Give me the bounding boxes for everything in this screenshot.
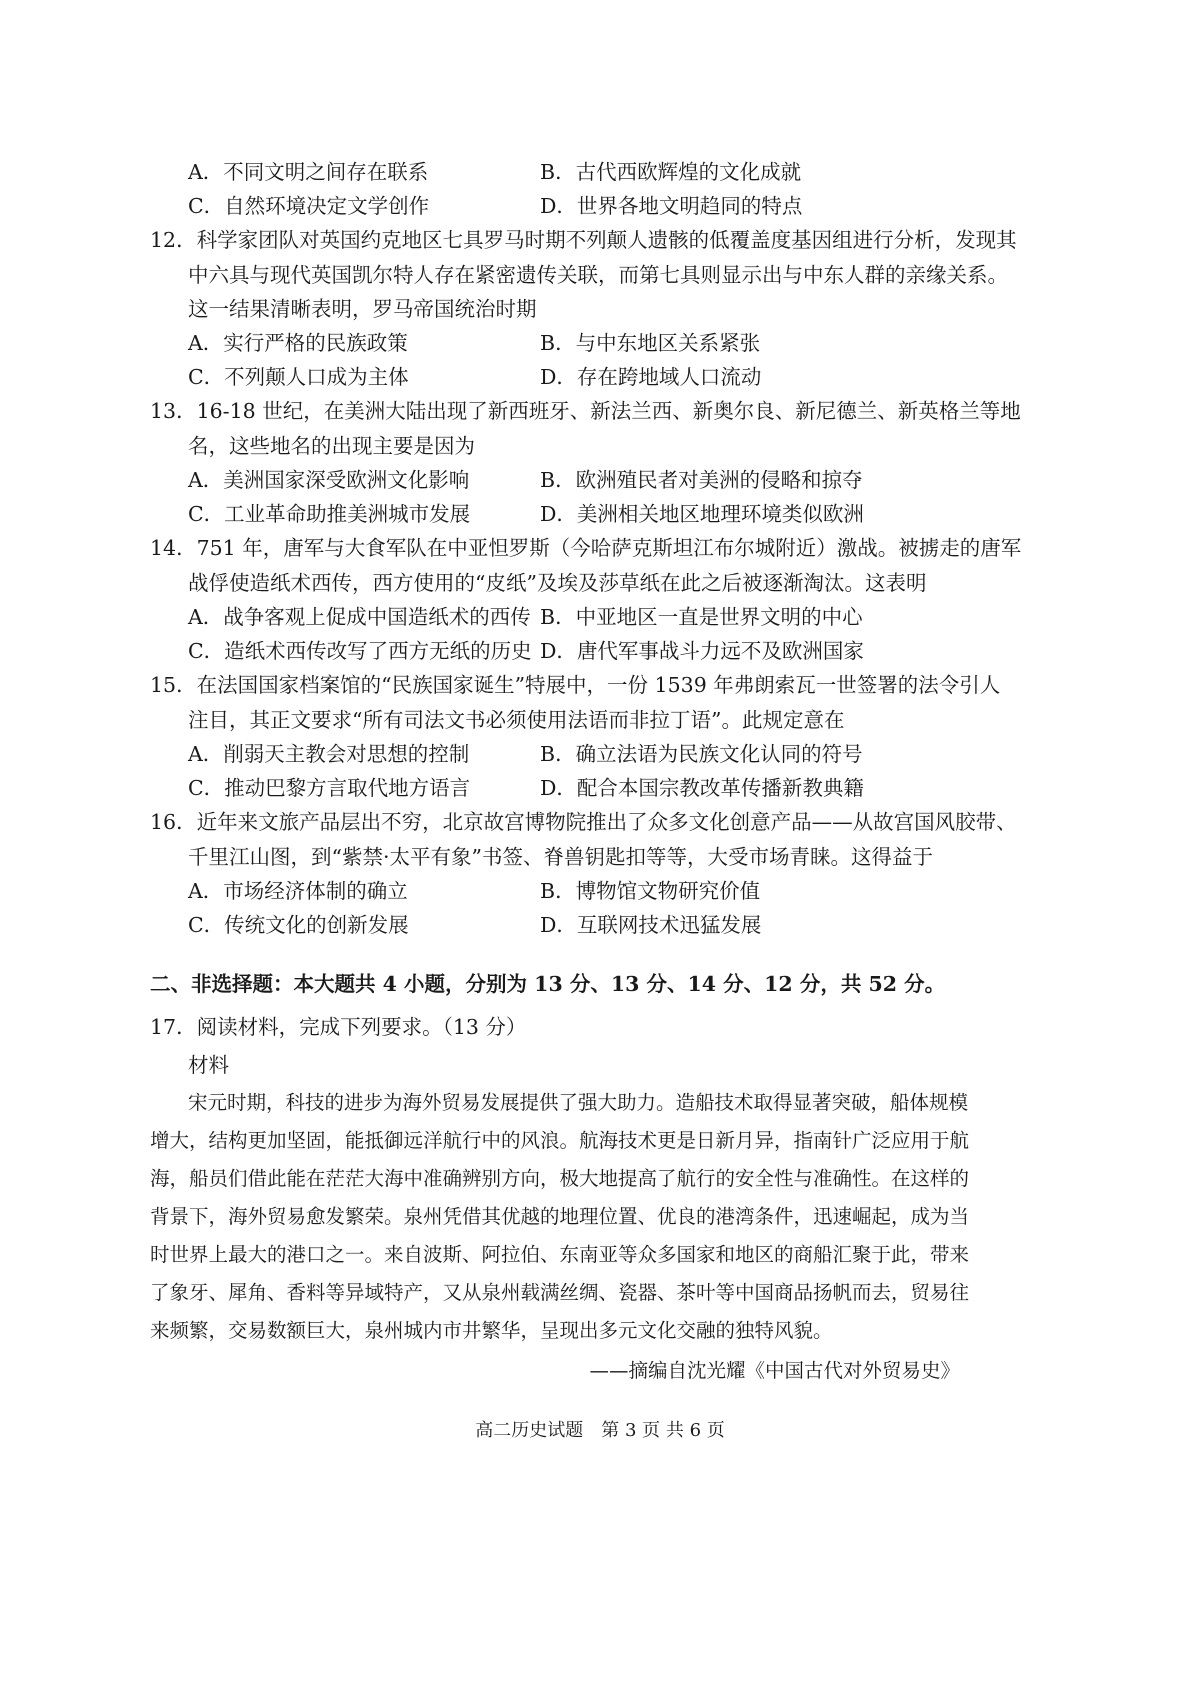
q15-option-d: D．配合本国宗教改革传播新教典籍 [540,776,864,800]
q13-option-b: B．欧洲殖民者对美洲的侵略和掠夺 [540,468,863,492]
section-heading: 二、非选择题：本大题共 4 小题，分别为 13 分、13 分、14 分、12 分，共 52 分。 [150,972,946,996]
material-line: 来频繁，交易数额巨大，泉州城内市井繁华，呈现出多元文化交融的独特风貌。 [150,1319,833,1342]
q11-option-b: B．古代西欧辉煌的文化成就 [540,160,802,184]
q14-option-b: B．中亚地区一直是世界文明的中心 [540,605,863,629]
material-line: 背景下，海外贸易愈发繁荣。泉州凭借其优越的地理位置、优良的港湾条件，迅速崛起，成为当 [150,1205,970,1228]
q14-stem-line: 14．751 年，唐军与大食军队在中亚怛罗斯（今哈萨克斯坦江布尔城附近）激战。被掳走的唐军 [150,536,1022,560]
q13-option-d: D．美洲相关地区地理环境类似欧洲 [540,502,864,526]
q11-option-a: A．不同文明之间存在联系 [188,160,429,184]
q16-option-a: A．市场经济体制的确立 [188,879,408,903]
material-line: 时世界上最大的港口之一。来自波斯、阿拉伯、东南亚等众多国家和地区的商船汇聚于此，带来 [150,1243,970,1266]
q15-option-c: C．推动巴黎方言取代地方语言 [188,776,471,800]
q16-option-b: B．博物馆文物研究价值 [540,879,761,903]
page-footer: 高二历史试题 第 3 页 共 6 页 [475,1420,725,1441]
material-line: 了象牙、犀角、香料等异域特产，又从泉州载满丝绸、瓷器、茶叶等中国商品扬帆而去，贸易往 [150,1281,970,1304]
q14-option-a: A．战争客观上促成中国造纸术的西传 [188,605,531,629]
q12-option-c: C．不列颠人口成为主体 [188,365,409,389]
q15-stem-line: 15．在法国国家档案馆的“民族国家诞生”特展中，一份 1539 年弗朗索瓦一世签署的法令引人 [150,673,1001,697]
q11-option-d: D．世界各地文明趋同的特点 [540,194,803,218]
q11-option-c: C．自然环境决定文学创作 [188,194,430,218]
material-label: 材料 [188,1053,229,1077]
q15-stem-line: 注目，其正文要求“所有司法文书必须使用法语而非拉丁语”。此规定意在 [188,708,845,732]
q12-option-b: B．与中东地区关系紧张 [540,331,761,355]
q13-stem-line: 13．16-18 世纪，在美洲大陆出现了新西班牙、新法兰西、新奥尔良、新尼德兰、新英格兰等地 [150,399,1021,423]
q16-option-d: D．互联网技术迅猛发展 [540,913,762,937]
q12-option-a: A．实行严格的民族政策 [188,331,408,355]
q17-stem: 17．阅读材料，完成下列要求。（13 分） [150,1015,527,1039]
q12-option-d: D．存在跨地域人口流动 [540,365,762,389]
q14-stem-line: 战俘使造纸术西传，西方使用的“皮纸”及埃及莎草纸在此之后被逐渐淘汰。这表明 [188,571,927,595]
q12-stem-line: 这一结果清晰表明，罗马帝国统治时期 [188,297,537,321]
material-line: 宋元时期，科技的进步为海外贸易发展提供了强大助力。造船技术取得显著突破，船体规模 [188,1091,969,1114]
material-line: 海，船员们借此能在茫茫大海中准确辨别方向，极大地提高了航行的安全性与准确性。在这样的 [150,1167,970,1190]
q13-option-a: A．美洲国家深受欧洲文化影响 [188,468,470,492]
q14-option-d: D．唐代军事战斗力远不及欧洲国家 [540,639,864,663]
material-line: 增大，结构更加坚固，能抵御远洋航行中的风浪。航海技术更是日新月异，指南针广泛应用于航 [150,1129,970,1152]
q13-option-c: C．工业革命助推美洲城市发展 [188,502,471,526]
q12-stem-line: 中六具与现代英国凯尔特人存在紧密遗传关联，而第七具则显示出与中东人群的亲缘关系。 [188,263,1008,287]
q16-option-c: C．传统文化的创新发展 [188,913,409,937]
q16-stem-line: 千里江山图，到“紫禁·太平有象”书签、脊兽钥匙扣等等，大受市场青睐。这得益于 [188,845,933,869]
q13-stem-line: 名，这些地名的出现主要是因为 [188,434,475,458]
q15-option-b: B．确立法语为民族文化认同的符号 [540,742,863,766]
q14-option-c: C．造纸术西传改写了西方无纸的历史 [188,639,532,663]
q15-option-a: A．削弱天主教会对思想的控制 [188,742,470,766]
material-source: ——摘编自沈光耀《中国古代对外贸易史》 [589,1359,960,1382]
q12-stem-line: 12．科学家团队对英国约克地区七具罗马时期不列颠人遗骸的低覆盖度基因组进行分析，发现其 [150,228,1017,252]
q16-stem-line: 16．近年来文旅产品层出不穷，北京故宫博物院推出了众多文化创意产品——从故宫国风胶带、 [150,810,1017,834]
